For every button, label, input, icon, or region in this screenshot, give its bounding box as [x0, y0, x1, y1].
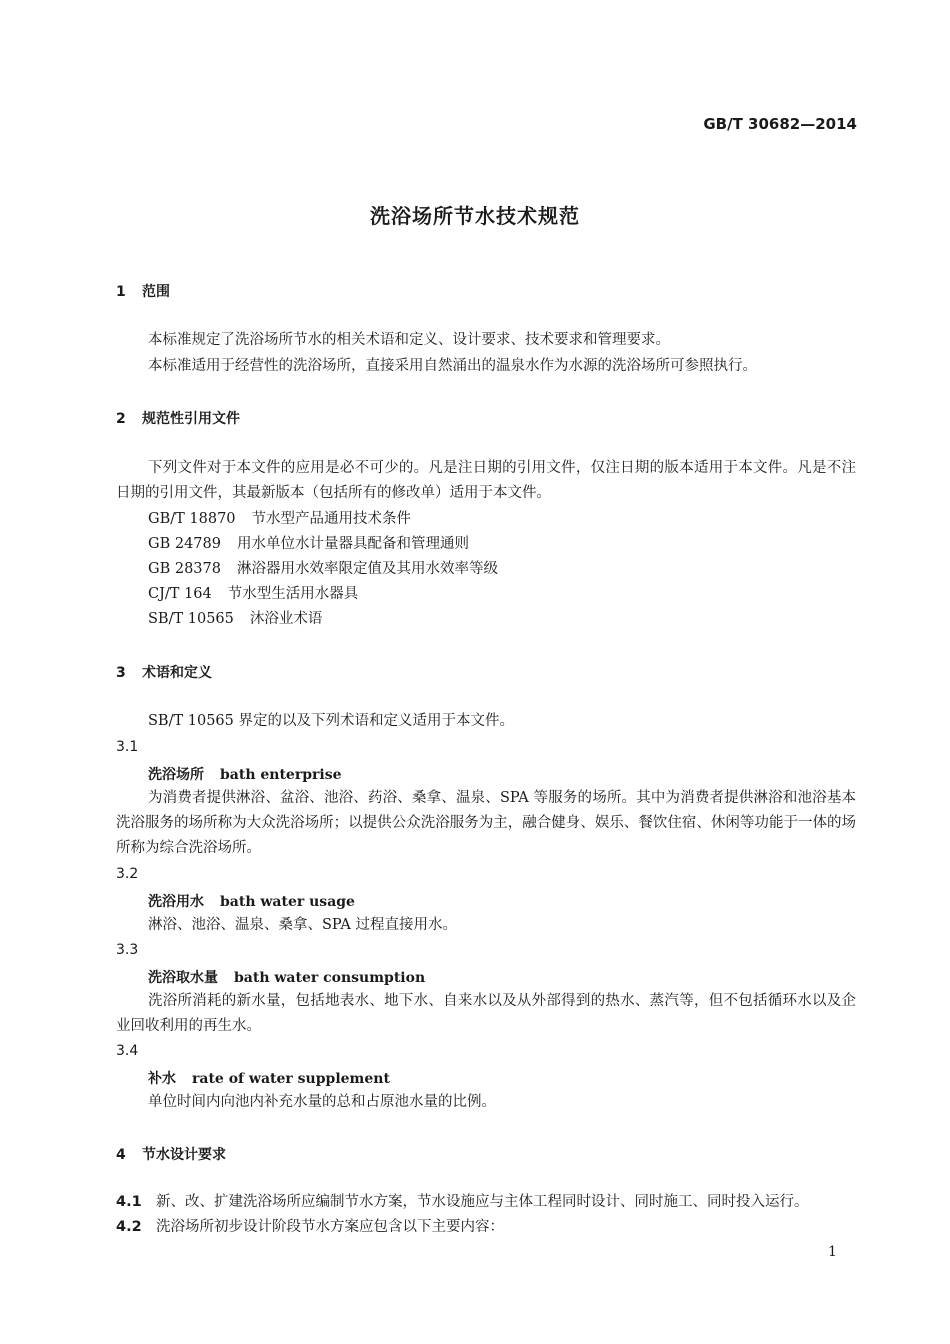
reference-code: CJ/T 164: [148, 586, 212, 602]
term-definition: 单位时间内向池内补充水量的总和占原池水量的比例。: [148, 1094, 496, 1110]
term-definition: 洗浴所消耗的新水量，包括地表水、地下水、自来水以及从外部得到的热水、蒸汽等，但不包括循环水以及企业回收利用的再生水。: [116, 993, 856, 1034]
term-english: bath enterprise: [220, 767, 342, 783]
section-title: 术语和定义: [142, 665, 212, 681]
term-chinese: 补水: [148, 1071, 176, 1087]
section-1-heading: [116, 281, 170, 301]
reference-name: 淋浴器用水效率限定值及其用水效率等级: [236, 561, 498, 577]
clause-item: [116, 1190, 809, 1211]
term-number: 3.3: [116, 942, 139, 958]
standard-code: GB/T 30682—2014: [703, 115, 857, 133]
section-4-heading: [116, 1144, 226, 1164]
term-heading: [148, 1068, 390, 1088]
section-title: 范围: [142, 284, 170, 300]
term-chinese: 洗浴取水量: [148, 970, 218, 986]
reference-item: [148, 607, 322, 632]
reference-item: [148, 557, 498, 582]
section-2-heading: [116, 408, 240, 428]
terms-intro: SB/T 10565 界定的以及下列术语和定义适用于本文件。: [148, 713, 514, 729]
reference-name: 用水单位水计量器具配备和管理通则: [236, 536, 469, 552]
clause-item: [116, 1215, 504, 1236]
term-definition: 淋浴、池浴、温泉、桑拿、SPA 过程直接用水。: [148, 917, 457, 933]
reference-code: SB/T 10565: [148, 611, 234, 627]
term-number: 3.4: [116, 1043, 139, 1059]
reference-code: GB/T 18870: [148, 511, 236, 527]
term-english: bath water usage: [220, 894, 355, 910]
section-number: 2: [116, 411, 126, 427]
term-heading: [148, 967, 425, 987]
reference-item: [148, 507, 411, 532]
clause-number: 4.1: [116, 1194, 142, 1210]
term-english: rate of water supplement: [192, 1071, 390, 1087]
term-number: 3.2: [116, 866, 139, 882]
reference-item: [148, 532, 469, 557]
term-chinese: 洗浴场所: [148, 767, 204, 783]
reference-code: GB 28378: [148, 561, 221, 577]
term-chinese: 洗浴用水: [148, 894, 204, 910]
reference-item: [148, 582, 358, 607]
term-definition: 为消费者提供淋浴、盆浴、池浴、药浴、桑拿、温泉、SPA 等服务的场所。其中为消费者提供淋浴和池浴基本洗浴服务的场所称为大众洗浴场所；以提供公众洗浴服务为主，融合健身、娱乐、餐饮住宿、休闲等功能于一体的场所称为综合洗浴场所。: [116, 790, 856, 856]
term-english: bath water consumption: [234, 970, 426, 986]
scope-paragraph-2: 本标准适用于经营性的洗浴场所，直接采用自然涌出的温泉水作为水源的洗浴场所可参照执行。: [148, 358, 757, 374]
reference-code: GB 24789: [148, 536, 221, 552]
term-heading: [148, 764, 342, 784]
section-title: 规范性引用文件: [142, 411, 240, 427]
section-number: 3: [116, 665, 126, 681]
term-heading: [148, 891, 355, 911]
section-number: 1: [116, 284, 126, 300]
reference-name: 节水型产品通用技术条件: [251, 511, 412, 527]
reference-name: 沐浴业术语: [249, 611, 323, 627]
clause-text: 新、改、扩建洗浴场所应编制节水方案，节水设施应与主体工程同时设计、同时施工、同时投入运行。: [156, 1194, 809, 1210]
document-title: 洗浴场所节水技术规范: [370, 204, 580, 228]
clause-number: 4.2: [116, 1219, 142, 1235]
section-number: 4: [116, 1147, 126, 1163]
page-number: 1: [828, 1244, 837, 1260]
section-title: 节水设计要求: [142, 1147, 226, 1163]
scope-paragraph-1: 本标准规定了洗浴场所节水的相关术语和定义、设计要求、技术要求和管理要求。: [148, 332, 670, 348]
clause-text: 洗浴场所初步设计阶段节水方案应包含以下主要内容：: [156, 1219, 504, 1235]
reference-name: 节水型生活用水器具: [227, 586, 359, 602]
term-number: 3.1: [116, 739, 139, 755]
section-3-heading: [116, 662, 212, 682]
references-intro: 下列文件对于本文件的应用是必不可少的。凡是注日期的引用文件，仅注日期的版本适用于本文件。凡是不注日期的引用文件，其最新版本（包括所有的修改单）适用于本文件。: [116, 460, 856, 501]
